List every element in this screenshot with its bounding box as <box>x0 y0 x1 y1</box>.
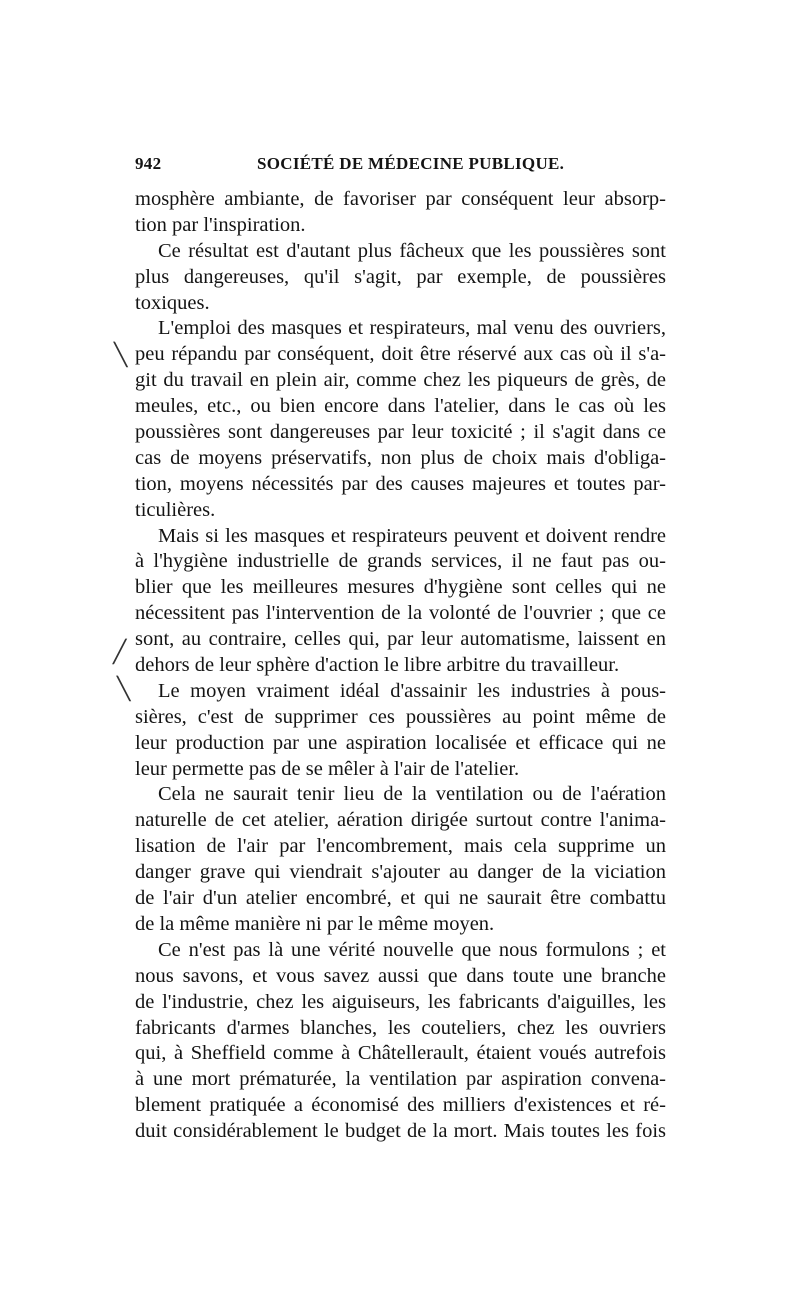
text-line: blement pratiquée a économisé des milliers d'existences et ré- <box>135 1094 666 1117</box>
text-line: qui, à Sheffield comme à Châtellerault, étaient voués autrefois <box>135 1042 666 1065</box>
text-line: ticulières. <box>135 498 216 521</box>
text-line: naturelle de cet atelier, aération dirigée surtout contre l'anima- <box>135 809 666 832</box>
text-line: tion, moyens nécessités par des causes majeures et toutes par- <box>135 472 666 495</box>
text-line: meules, etc., ou bien encore dans l'atelier, dans le cas où les <box>135 395 666 418</box>
text-line: dehors de leur sphère d'action le libre arbitre du travailleur. <box>135 654 620 677</box>
text-line: cas de moyens préservatifs, non plus de choix mais d'obliga- <box>135 446 666 469</box>
text-line: git du travail en plein air, comme chez les piqueurs de grès, de <box>135 369 666 392</box>
text-line: lisation de l'air par l'encombrement, mais cela supprime un <box>135 835 666 858</box>
text-line: poussières sont dangereuses par leur toxicité ; il s'agit dans ce <box>135 421 666 444</box>
running-title: SOCIÉTÉ DE MÉDECINE PUBLIQUE. <box>257 154 565 173</box>
text-line: Cela ne saurait tenir lieu de la ventilation ou de l'aération <box>158 783 666 806</box>
text-line: Le moyen vraiment idéal d'assainir les industries à pous- <box>158 679 666 702</box>
text-line: duit considérablement le budget de la mort. Mais toutes les fois <box>135 1120 666 1143</box>
text-line: Ce n'est pas là une vérité nouvelle que nous formulons ; et <box>158 938 666 961</box>
text-line: leur production par une aspiration localisée et efficace qui ne <box>135 731 666 754</box>
text-line: toxiques. <box>135 291 210 314</box>
text-line: plus dangereuses, qu'il s'agit, par exemple, de poussières <box>135 265 666 288</box>
page-number: 942 <box>135 154 162 173</box>
text-line: à une mort prématurée, la ventilation par aspiration convena- <box>135 1068 666 1091</box>
text-line: mosphère ambiante, de favoriser par conséquent leur absorp- <box>135 188 666 210</box>
body-text <box>135 187 666 1145</box>
text-line: sières, c'est de supprimer ces poussières au point même de <box>135 705 666 728</box>
text-line: de la même manière ni par le même moyen. <box>135 912 495 935</box>
text-line: de l'air d'un atelier encombré, et qui ne saurait être combattu <box>135 887 666 910</box>
margin-mark: ╲ <box>114 343 128 368</box>
text-line: danger grave qui viendrait s'ajouter au danger de la viciation <box>135 861 666 884</box>
text-line: Mais si les masques et respirateurs peuvent et doivent rendre <box>158 524 666 547</box>
text-line: tion par l'inspiration. <box>135 213 306 236</box>
text-line: de l'industrie, chez les aiguiseurs, les fabricants d'aiguilles, les <box>135 990 666 1013</box>
text-line: blier que les meilleures mesures d'hygiène sont celles qui ne <box>135 576 666 599</box>
text-line: sont, au contraire, celles qui, par leur automatisme, laissent en <box>135 628 666 651</box>
text-line: fabricants d'armes blanches, les couteliers, chez les ouvriers <box>135 1016 666 1039</box>
text-line: leur permette pas de se mêler à l'air de l'atelier. <box>135 757 520 780</box>
margin-mark: ╱ <box>113 640 127 665</box>
text-line: nécessitent pas l'intervention de la volonté de l'ouvrier ; que ce <box>135 602 666 625</box>
text-line: peu répandu par conséquent, doit être réservé aux cas où il s'a- <box>135 343 666 366</box>
text-line: à l'hygiène industrielle de grands services, il ne faut pas ou- <box>135 550 666 573</box>
running-head <box>135 154 665 180</box>
margin-mark: ╲ <box>117 677 131 702</box>
text-line: L'emploi des masques et respirateurs, mal venu des ouvriers, <box>158 317 666 340</box>
text-line: Ce résultat est d'autant plus fâcheux que les poussières sont <box>158 239 666 262</box>
text-line: nous savons, et vous savez aussi que dans toute une branche <box>135 964 666 987</box>
